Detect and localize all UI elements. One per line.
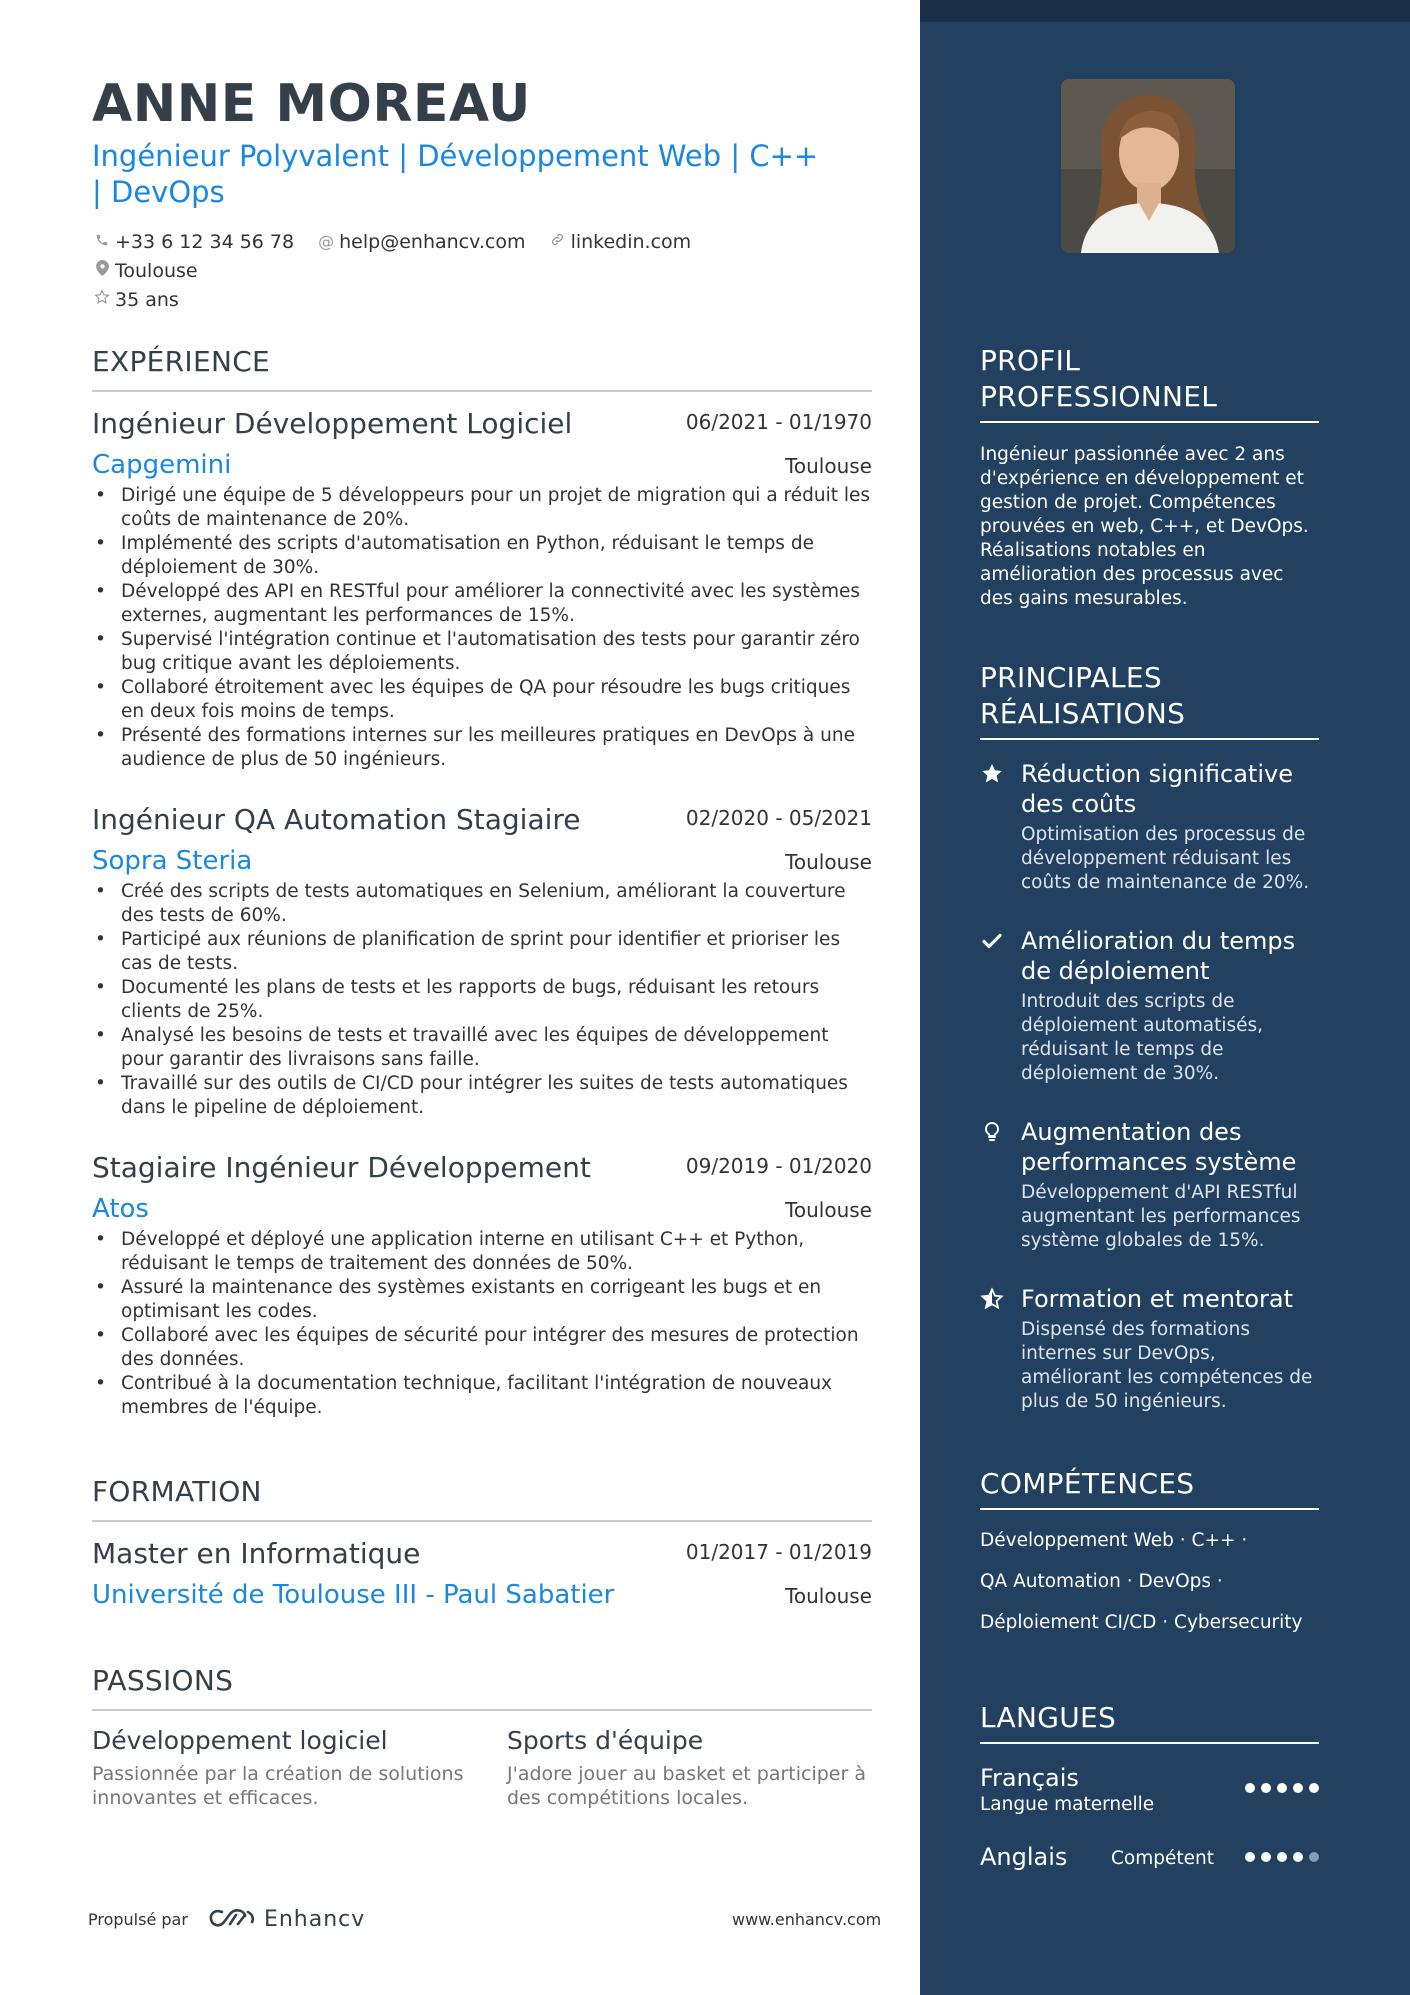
job-title: Ingénieur QA Automation Stagiaire [92, 803, 581, 836]
bullet-item: • Collaboré avec les équipes de sécurité pour intégrer des mesures de protection des données. [92, 1324, 872, 1372]
contact-email[interactable] [316, 228, 525, 256]
sidebar-top-bar [920, 0, 1410, 22]
half-star-icon [980, 1287, 1004, 1311]
powered-by-text: Propulsé par [88, 1909, 188, 1929]
profile-photo [1061, 79, 1235, 253]
achievement-title: Amélioration du temps de déploiement [1021, 927, 1296, 985]
job-entry [92, 406, 872, 772]
enhancv-logo[interactable] [208, 1906, 365, 1932]
link-icon [548, 228, 568, 256]
rating-dot [1245, 1783, 1255, 1793]
at-icon: @ [318, 232, 335, 251]
star-icon [980, 762, 1004, 786]
passion-title: Sports d'équipe [507, 1726, 704, 1755]
age-text: 35 ans [115, 289, 179, 311]
passion-item [92, 1724, 472, 1810]
language-name: Anglais [980, 1843, 1068, 1871]
job-entry [92, 1150, 872, 1420]
bullet-item: • Implémenté des scripts d'automatisation en Python, réduisant le temps de déploiement de 30%. [92, 532, 872, 580]
bullet-item: • Présenté des formations internes sur les meilleures pratiques en DevOps à une audience de plus de 50 ingénieurs. [92, 724, 872, 772]
skills-line: QA Automation · DevOps · [980, 1571, 1223, 1592]
contact-phone[interactable] [92, 228, 294, 256]
bullet-item: • Supervisé l'intégration continue et l'automatisation des tests pour garantir zéro bug critique avant les déploiements. [92, 628, 872, 676]
rating-dot [1293, 1852, 1303, 1862]
rating-dot [1261, 1852, 1271, 1862]
check-icon [980, 929, 1004, 953]
achievement-desc: Dispensé des formations internes sur DevOps, améliorant les compétences de plus de 50 ingénieurs. [1021, 1319, 1313, 1412]
achievement-item [980, 759, 1319, 895]
enhancv-logo-icon [208, 1906, 256, 1932]
contact-age [92, 286, 179, 314]
education-entry [92, 1536, 872, 1612]
bullet-item: • Assuré la maintenance des systèmes existants en corrigeant les bugs et en optimisant les codes. [92, 1276, 872, 1324]
achievements-section-title: PRINCIPALES RÉALISATIONS [980, 660, 1319, 740]
bullet-item: • Développé et déployé une application interne en utilisant C++ et Python, réduisant le temps de traitement des données de 50%. [92, 1228, 872, 1276]
achievement-title: Réduction significative des coûts [1021, 760, 1293, 818]
rating-dot [1245, 1852, 1255, 1862]
rating-dot [1309, 1783, 1319, 1793]
profile-section-title: PROFIL PROFESSIONNEL [980, 343, 1319, 423]
footer-powered-by [88, 1906, 365, 1932]
education-location: Toulouse [785, 1584, 872, 1608]
bullet-item: • Dirigé une équipe de 5 développeurs pour un projet de migration qui a réduit les coûts de maintenance de 20%. [92, 484, 872, 532]
achievement-desc: Développement d'API RESTful augmentant les performances système globales de 15%. [1021, 1182, 1301, 1251]
job-bullets [92, 1228, 872, 1420]
achievement-item [980, 1284, 1319, 1414]
job-date: 02/2020 - 05/2021 [685, 806, 872, 830]
phone-text: +33 6 12 34 56 78 [115, 231, 295, 253]
bullet-item: • Analysé les besoins de tests et travaillé avec les équipes de développement pour garantir des livraisons sans faille. [92, 1024, 872, 1072]
achievement-desc: Optimisation des processus de développement réduisant les coûts de maintenance de 20%. [1021, 824, 1310, 893]
job-company[interactable]: Atos [92, 1194, 149, 1224]
job-title: Stagiaire Ingénieur Développement [92, 1151, 591, 1184]
passions-section-title: PASSIONS [92, 1664, 872, 1711]
language-rating [1245, 1783, 1319, 1793]
candidate-name: ANNE MOREAU [92, 74, 531, 134]
skills-line: Développement Web · C++ · [980, 1530, 1248, 1551]
job-bullets [92, 484, 872, 772]
passion-desc: Passionnée par la création de solutions innovantes et efficaces. [92, 1763, 464, 1809]
language-item [980, 1842, 1319, 1876]
language-rating [1245, 1852, 1319, 1862]
passion-item [507, 1724, 872, 1810]
location-pin-icon [92, 257, 112, 285]
bullet-item: • Travaillé sur des outils de CI/CD pour intégrer les suites de tests automatiques dans le pipeline de déploiement. [92, 1072, 872, 1120]
language-item [980, 1763, 1319, 1819]
rating-dot [1293, 1783, 1303, 1793]
contact-info [92, 227, 832, 314]
school-name[interactable]: Université de Toulouse III - Paul Sabatier [92, 1580, 615, 1610]
rating-dot [1277, 1852, 1287, 1862]
bullet-item: • Documenté les plans de tests et les rapports de bugs, réduisant les retours clients de 25%. [92, 976, 872, 1024]
lightbulb-icon [980, 1120, 1004, 1144]
job-entry [92, 802, 872, 1120]
linkedin-text: linkedin.com [570, 231, 692, 253]
achievement-title: Formation et mentorat [1021, 1285, 1294, 1313]
achievement-title: Augmentation des performances système [1021, 1118, 1297, 1176]
footer-url[interactable]: www.enhancv.com [732, 1910, 882, 1929]
degree-title: Master en Informatique [92, 1537, 421, 1570]
passion-title: Développement logiciel [92, 1726, 388, 1755]
job-bullets [92, 880, 872, 1120]
bullet-item: • Collaboré étroitement avec les équipes de QA pour résoudre les bugs critiques en deux fois moins de temps. [92, 676, 872, 724]
location-text: Toulouse [115, 260, 198, 282]
job-title: Ingénieur Développement Logiciel [92, 407, 573, 440]
education-section-title: FORMATION [92, 1475, 872, 1522]
job-location: Toulouse [785, 454, 872, 478]
language-name: Français [980, 1764, 1079, 1792]
achievement-item [980, 926, 1319, 1086]
sidebar [920, 0, 1410, 1995]
star-outline-icon [92, 286, 112, 314]
rating-dot [1309, 1852, 1319, 1862]
email-text: help@enhancv.com [339, 231, 526, 253]
job-company[interactable]: Sopra Steria [92, 846, 253, 876]
profile-text: Ingénieur passionnée avec 2 ans d'expérience en développement et gestion de projet. Compétences prouvées en web, C++, et DevOps. Réalisations notables en amélioration des processus avec des gains mesurables. [980, 444, 1309, 609]
bullet-item: • Développé des API en RESTful pour améliorer la connectivité avec les systèmes externes, augmentant les performances de 15%. [92, 580, 872, 628]
language-level: Langue maternelle [980, 1794, 1155, 1815]
language-level: Compétent [1111, 1848, 1214, 1869]
job-location: Toulouse [785, 1198, 872, 1222]
phone-icon [92, 228, 112, 256]
job-location: Toulouse [785, 850, 872, 874]
contact-linkedin[interactable] [548, 228, 692, 256]
job-date: 09/2019 - 01/2020 [685, 1154, 872, 1178]
languages-section-title: LANGUES [980, 1700, 1319, 1744]
headline: Ingénieur Polyvalent | Développement Web | C++ | DevOps [92, 139, 819, 209]
job-date: 06/2021 - 01/1970 [685, 410, 872, 434]
brand-name: Enhancv [263, 1906, 366, 1932]
bullet-item: • Contribué à la documentation technique, facilitant l'intégration de nouveaux membres de l'équipe. [92, 1372, 872, 1420]
contact-location [92, 257, 198, 285]
job-company[interactable]: Capgemini [92, 450, 232, 480]
education-date: 01/2017 - 01/2019 [685, 1540, 872, 1564]
experience-section-title: EXPÉRIENCE [92, 345, 872, 392]
passion-desc: J'adore jouer au basket et participer à des compétitions locales. [507, 1763, 866, 1809]
rating-dot [1277, 1783, 1287, 1793]
skills-section-title: COMPÉTENCES [980, 1466, 1319, 1510]
rating-dot [1261, 1783, 1271, 1793]
skills-line: Déploiement CI/CD · Cybersecurity [980, 1612, 1303, 1633]
bullet-item: • Participé aux réunions de planification de sprint pour identifier et prioriser les cas de tests. [92, 928, 872, 976]
achievement-item [980, 1117, 1319, 1253]
bullet-item: • Créé des scripts de tests automatiques en Selenium, améliorant la couverture des tests de 60%. [92, 880, 872, 928]
achievement-desc: Introduit des scripts de déploiement automatisés, réduisant le temps de déploiement de 30%. [1021, 991, 1264, 1084]
